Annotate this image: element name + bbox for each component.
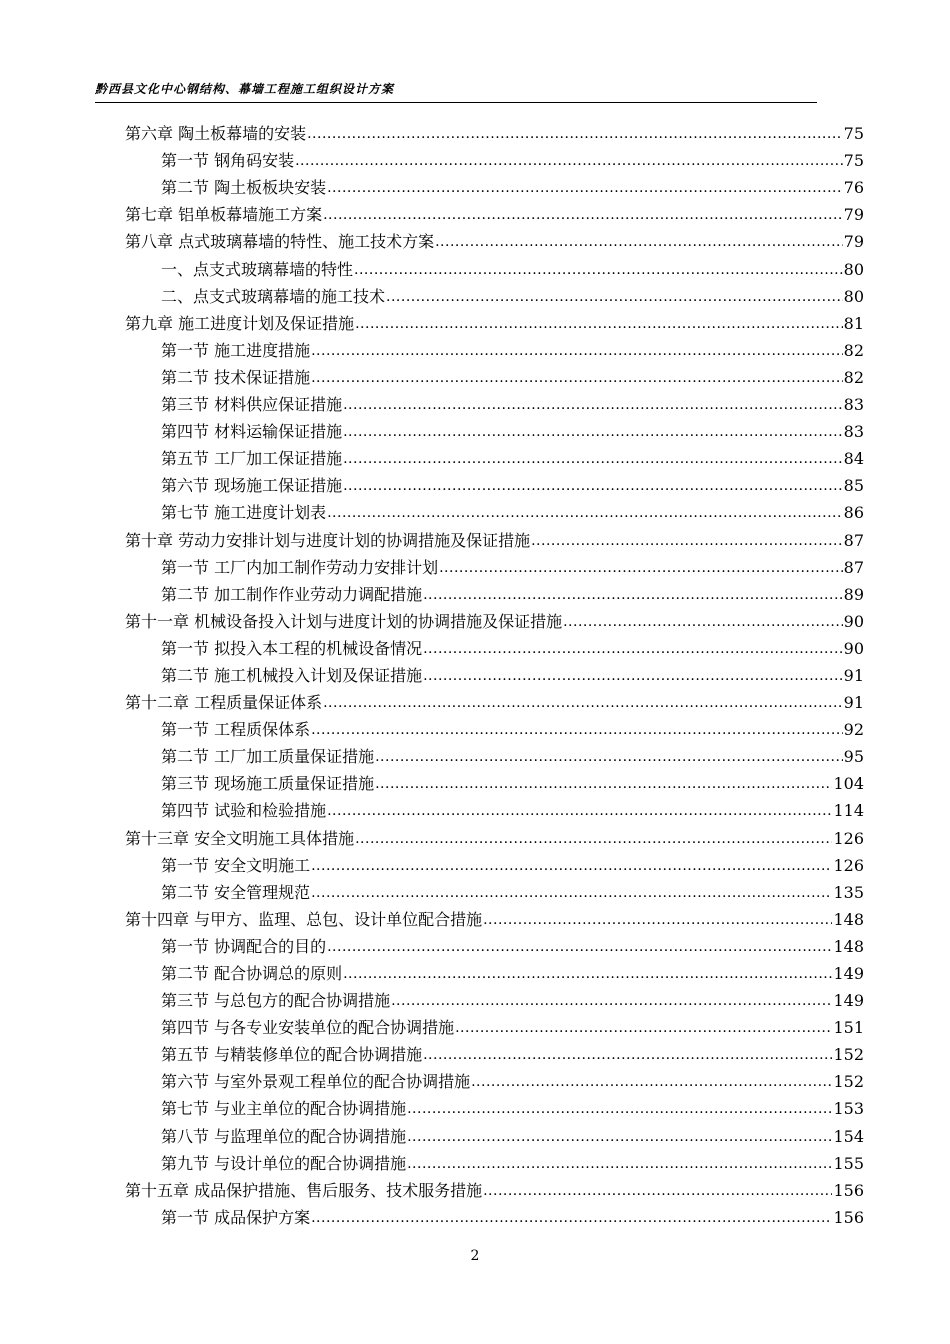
- toc-entry-title: 第七节 施工进度计划表: [161, 503, 327, 523]
- toc-dot-leader: [483, 1181, 832, 1201]
- toc-entry-page: 156: [833, 1207, 864, 1227]
- toc-section-entry[interactable]: [125, 551, 864, 578]
- toc-entry-page: 82: [843, 367, 864, 387]
- toc-entry-page: 82: [843, 340, 864, 360]
- toc-dot-leader: [343, 395, 843, 415]
- toc-entry-title: 第十一章 机械设备投入计划与进度计划的协调措施及保证措施: [125, 611, 563, 631]
- toc-entry-title: 第三节 与总包方的配合协调措施: [161, 991, 391, 1011]
- toc-dot-leader: [311, 1208, 832, 1228]
- toc-entry-title: 第二节 技术保证措施: [161, 367, 311, 387]
- toc-section-entry[interactable]: [125, 496, 864, 523]
- toc-dot-leader: [327, 801, 832, 821]
- toc-entry-title: 第六节 现场施工保证措施: [161, 476, 343, 496]
- toc-section-entry[interactable]: [125, 280, 864, 307]
- toc-entry-page: 79: [843, 232, 864, 252]
- toc-dot-leader: [323, 693, 843, 713]
- toc-entry-page: 87: [843, 557, 864, 577]
- toc-entry-page: 154: [833, 1126, 864, 1146]
- toc-entry-title: 第一节 安全文明施工: [161, 855, 311, 875]
- toc-chapter-entry[interactable]: [125, 117, 864, 144]
- toc-entry-page: 89: [843, 584, 864, 604]
- toc-entry-title: 第四节 与各专业安装单位的配合协调措施: [161, 1018, 455, 1038]
- toc-entry-page: 85: [843, 476, 864, 496]
- toc-entry-title: 第十四章 与甲方、监理、总包、设计单位配合措施: [125, 909, 483, 929]
- toc-entry-title: 第一节 施工进度措施: [161, 340, 311, 360]
- toc-entry-page: 79: [843, 205, 864, 225]
- toc-entry-page: 126: [833, 855, 864, 875]
- toc-dot-leader: [531, 531, 843, 551]
- toc-section-entry[interactable]: [125, 171, 864, 198]
- toc-entry-page: 86: [843, 503, 864, 523]
- toc-section-entry[interactable]: [125, 469, 864, 496]
- toc-entry-title: 第一节 协调配合的目的: [161, 936, 327, 956]
- toc-section-entry[interactable]: [125, 1038, 864, 1065]
- toc-entry-title: 第二节 安全管理规范: [161, 882, 311, 902]
- toc-dot-leader: [343, 476, 843, 496]
- toc-section-entry[interactable]: [125, 578, 864, 605]
- toc-section-entry[interactable]: [125, 1011, 864, 1038]
- toc-entry-page: 151: [833, 1018, 864, 1038]
- toc-dot-leader: [355, 829, 832, 849]
- toc-entry-page: 152: [833, 1072, 864, 1092]
- toc-entry-page: 81: [843, 313, 864, 333]
- toc-section-entry[interactable]: [125, 930, 864, 957]
- toc-entry-title: 第五节 与精装修单位的配合协调措施: [161, 1045, 423, 1065]
- toc-chapter-entry[interactable]: [125, 903, 864, 930]
- toc-dot-leader: [311, 720, 843, 740]
- toc-entry-page: 153: [833, 1099, 864, 1119]
- toc-entry-title: 第三节 材料供应保证措施: [161, 395, 343, 415]
- toc-entry-title: 第一节 拟投入本工程的机械设备情况: [161, 638, 423, 658]
- toc-chapter-entry[interactable]: [125, 605, 864, 632]
- toc-dot-leader: [483, 910, 832, 930]
- toc-dot-leader: [295, 151, 843, 171]
- toc-entry-page: 83: [843, 422, 864, 442]
- toc-entry-page: 75: [843, 124, 864, 144]
- toc-dot-leader: [423, 585, 843, 605]
- toc-entry-page: 80: [843, 286, 864, 306]
- toc-entry-page: 84: [843, 449, 864, 469]
- page-header: [95, 80, 817, 103]
- toc-entry-title: 第三节 现场施工质量保证措施: [161, 774, 375, 794]
- toc-section-entry[interactable]: [125, 1092, 864, 1119]
- toc-section-entry[interactable]: [125, 361, 864, 388]
- toc-chapter-entry[interactable]: [125, 821, 864, 848]
- toc-entry-page: 155: [833, 1153, 864, 1173]
- toc-section-entry[interactable]: [125, 1201, 864, 1228]
- toc-chapter-entry[interactable]: [125, 198, 864, 225]
- toc-entry-title: 第二节 工厂加工质量保证措施: [161, 747, 375, 767]
- toc-entry-title: 第十五章 成品保护措施、售后服务、技术服务措施: [125, 1180, 483, 1200]
- toc-entry-title: 第一节 成品保护方案: [161, 1207, 311, 1227]
- toc-dot-leader: [407, 1099, 832, 1119]
- toc-entry-title: 第八节 与监理单位的配合协调措施: [161, 1126, 407, 1146]
- toc-entry-page: 91: [843, 665, 864, 685]
- toc-section-entry[interactable]: [125, 334, 864, 361]
- toc-dot-leader: [354, 260, 843, 280]
- toc-chapter-entry[interactable]: [125, 1174, 864, 1201]
- toc-dot-leader: [407, 1127, 832, 1147]
- toc-entry-page: 76: [843, 178, 864, 198]
- toc-entry-page: 90: [843, 611, 864, 631]
- toc-chapter-entry[interactable]: [125, 225, 864, 252]
- toc-dot-leader: [323, 205, 843, 225]
- toc-entry-page: 135: [833, 882, 864, 902]
- toc-chapter-entry[interactable]: [125, 686, 864, 713]
- toc-section-entry[interactable]: [125, 713, 864, 740]
- toc-section-entry[interactable]: [125, 957, 864, 984]
- toc-dot-leader: [423, 639, 843, 659]
- toc-section-entry[interactable]: [125, 876, 864, 903]
- toc-entry-page: 90: [843, 638, 864, 658]
- toc-entry-title: 第一节 工程质保体系: [161, 720, 311, 740]
- toc-entry-title: 第十二章 工程质量保证体系: [125, 693, 323, 713]
- toc-entry-title: 第十章 劳动力安排计划与进度计划的协调措施及保证措施: [125, 530, 531, 550]
- toc-entry-title: 第七章 铝单板幕墙施工方案: [125, 205, 323, 225]
- toc-dot-leader: [311, 341, 843, 361]
- toc-entry-title: 第八章 点式玻璃幕墙的特性、施工技术方案: [125, 232, 435, 252]
- toc-entry-title: 第四节 材料运输保证措施: [161, 422, 343, 442]
- toc-dot-leader: [563, 612, 843, 632]
- toc-entry-page: 91: [843, 693, 864, 713]
- toc-dot-leader: [423, 666, 843, 686]
- toc-dot-leader: [311, 883, 832, 903]
- toc-dot-leader: [327, 178, 843, 198]
- toc-entry-title: 第六章 陶土板幕墙的安装: [125, 124, 307, 144]
- toc-dot-leader: [375, 774, 832, 794]
- toc-section-entry[interactable]: [125, 632, 864, 659]
- toc-entry-page: 75: [843, 151, 864, 171]
- toc-entry-title: 第一节 工厂内加工制作劳动力安排计划: [161, 557, 439, 577]
- toc-dot-leader: [435, 232, 843, 252]
- toc-entry-page: 148: [833, 936, 864, 956]
- toc-entry-title: 第二节 陶土板板块安装: [161, 178, 327, 198]
- toc-entry-title: 一、点支式玻璃幕墙的特性: [161, 259, 354, 279]
- toc-section-entry[interactable]: [125, 794, 864, 821]
- toc-entry-page: 87: [843, 530, 864, 550]
- toc-section-entry[interactable]: [125, 740, 864, 767]
- toc-dot-leader: [327, 503, 843, 523]
- toc-entry-title: 第十三章 安全文明施工具体措施: [125, 828, 355, 848]
- toc-entry-title: 第二节 加工制作作业劳动力调配措施: [161, 584, 423, 604]
- toc-entry-title: 第六节 与室外景观工程单位的配合协调措施: [161, 1072, 471, 1092]
- toc-section-entry[interactable]: [125, 442, 864, 469]
- toc-dot-leader: [471, 1072, 832, 1092]
- toc-section-entry[interactable]: [125, 659, 864, 686]
- toc-section-entry[interactable]: [125, 984, 864, 1011]
- toc-section-entry[interactable]: [125, 849, 864, 876]
- toc-entry-page: 92: [843, 720, 864, 740]
- toc-dot-leader: [343, 449, 843, 469]
- toc-chapter-entry[interactable]: [125, 523, 864, 550]
- toc-dot-leader: [391, 991, 832, 1011]
- toc-entry-title: 第五节 工厂加工保证措施: [161, 449, 343, 469]
- toc-entry-title: 第二节 施工机械投入计划及保证措施: [161, 665, 423, 685]
- toc-dot-leader: [343, 964, 832, 984]
- toc-entry-page: 114: [833, 801, 864, 821]
- toc-section-entry[interactable]: [125, 388, 864, 415]
- toc-entry-page: 95: [843, 747, 864, 767]
- toc-section-entry[interactable]: [125, 415, 864, 442]
- toc-entry-page: 148: [833, 909, 864, 929]
- page-number: 2: [470, 1248, 480, 1264]
- toc-dot-leader: [307, 124, 843, 144]
- toc-dot-leader: [327, 937, 832, 957]
- toc-entry-page: 104: [833, 774, 864, 794]
- table-of-contents: [125, 117, 864, 1228]
- toc-entry-page: 80: [843, 259, 864, 279]
- toc-entry-title: 第二节 配合协调总的原则: [161, 964, 343, 983]
- toc-entry-title: 第四节 试验和检验措施: [161, 801, 327, 821]
- toc-section-entry[interactable]: [125, 1119, 864, 1146]
- toc-entry-page: 156: [833, 1180, 864, 1200]
- toc-section-entry[interactable]: [125, 144, 864, 171]
- toc-section-entry[interactable]: [125, 1147, 864, 1174]
- toc-chapter-entry[interactable]: [125, 307, 864, 334]
- toc-dot-leader: [375, 747, 843, 767]
- toc-dot-leader: [311, 368, 843, 388]
- toc-dot-leader: [343, 422, 843, 442]
- toc-entry-title: 第九节 与设计单位的配合协调措施: [161, 1153, 407, 1173]
- toc-dot-leader: [311, 856, 832, 876]
- toc-dot-leader: [355, 314, 843, 334]
- toc-entry-page: 149: [833, 964, 864, 983]
- toc-dot-leader: [407, 1154, 832, 1174]
- toc-dot-leader: [439, 558, 843, 578]
- toc-entry-title: 二、点支式玻璃幕墙的施工技术: [161, 286, 386, 306]
- toc-section-entry[interactable]: [125, 252, 864, 279]
- toc-entry-title: 第七节 与业主单位的配合协调措施: [161, 1099, 407, 1119]
- toc-entry-page: 126: [833, 828, 864, 848]
- toc-entry-page: 83: [843, 395, 864, 415]
- toc-section-entry[interactable]: [125, 767, 864, 794]
- toc-dot-leader: [423, 1045, 832, 1065]
- toc-entry-page: 149: [833, 991, 864, 1011]
- toc-entry-title: 第一节 钢角码安装: [161, 151, 295, 171]
- toc-dot-leader: [386, 287, 843, 307]
- document-title: 黔西县文化中心钢结构、幕墙工程施工组织设计方案: [95, 82, 395, 96]
- toc-entry-page: 152: [833, 1045, 864, 1065]
- toc-section-entry[interactable]: [125, 1065, 864, 1092]
- toc-dot-leader: [455, 1018, 832, 1038]
- toc-entry-title: 第九章 施工进度计划及保证措施: [125, 313, 355, 333]
